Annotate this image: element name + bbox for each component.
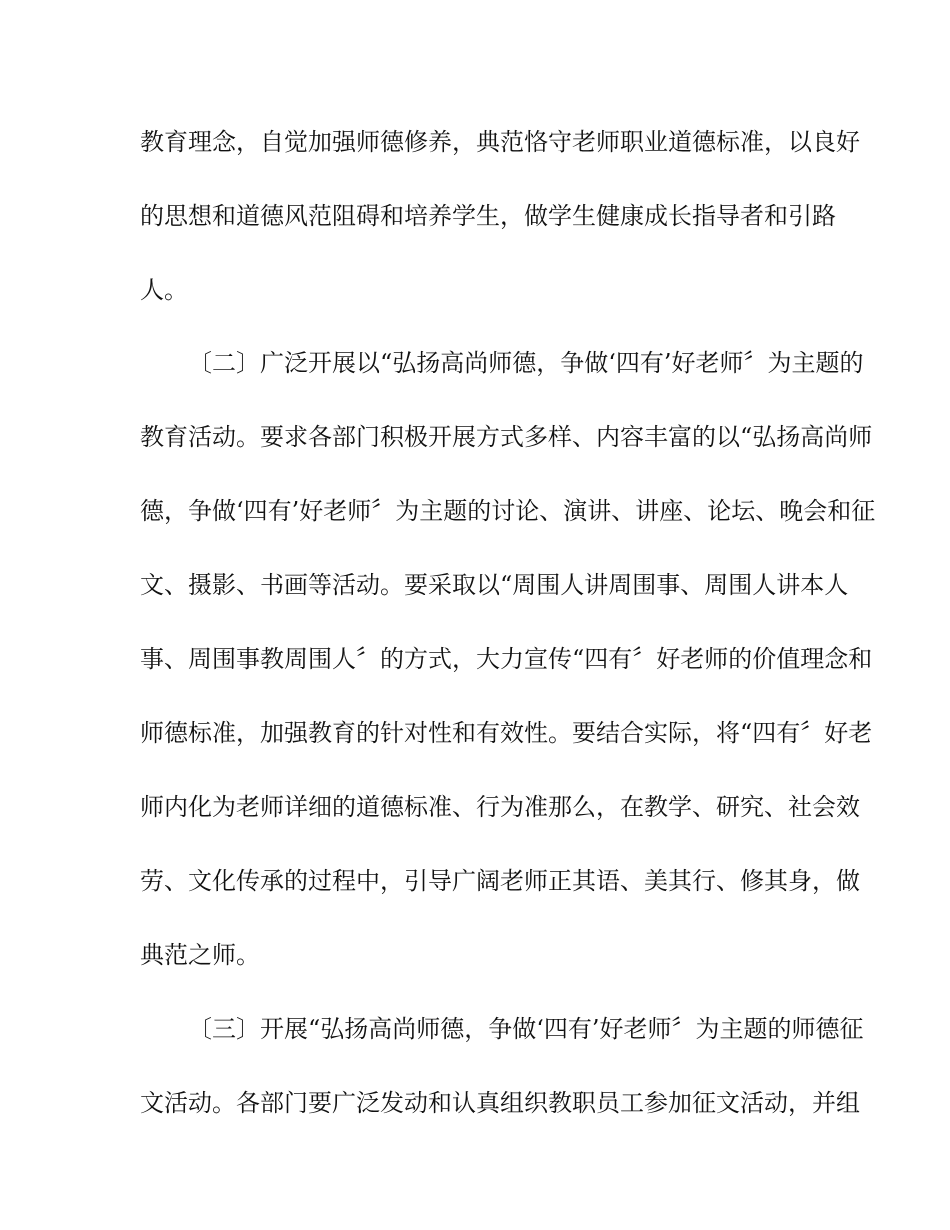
text-line: 师德标准，加强教育的针对性和有效性。要结合实际，将“四有〞好老 [140, 719, 873, 747]
text-line: 劳、文化传承的过程中，引导广阔老师正其语、美其行、修其身，做 [140, 867, 860, 895]
paragraph-heading-3: 〔三〕开展“弘扬高尚师德，争做‘四有’好老师〞为主题的师德征 [188, 1015, 864, 1043]
text-line: 德，争做‘四有’好老师〞为主题的讨论、演讲、讲座、论坛、晚会和征 [140, 497, 876, 525]
text-line: 典范之师。 [140, 941, 260, 969]
paragraph-heading-2: 〔二〕广泛开展以“弘扬高尚师德，争做‘四有’好老师〞为主题的 [188, 349, 864, 377]
text-line: 教育理念，自觉加强师德修养，典范恪守老师职业道德标准，以良好 [140, 128, 860, 156]
text-line: 文活动。各部门要广泛发动和认真组织教职员工参加征文活动，并组 [140, 1089, 860, 1117]
text-line: 师内化为老师详细的道德标准、行为准那么，在教学、研究、社会效 [140, 793, 860, 821]
text-line: 的思想和道德风范阻碍和培养学生，做学生健康成长指导者和引路 [140, 202, 836, 230]
text-line: 人。 [140, 276, 188, 304]
text-line: 文、摄影、书画等活动。要采取以“周围人讲周围事、周围人讲本人 [140, 571, 849, 599]
text-line: 事、周围事教周围人〞的方式，大力宣传“四有〞好老师的价值理念和 [140, 645, 873, 673]
text-line: 教育活动。要求各部门积极开展方式多样、内容丰富的以“弘扬高尚师 [140, 423, 873, 451]
